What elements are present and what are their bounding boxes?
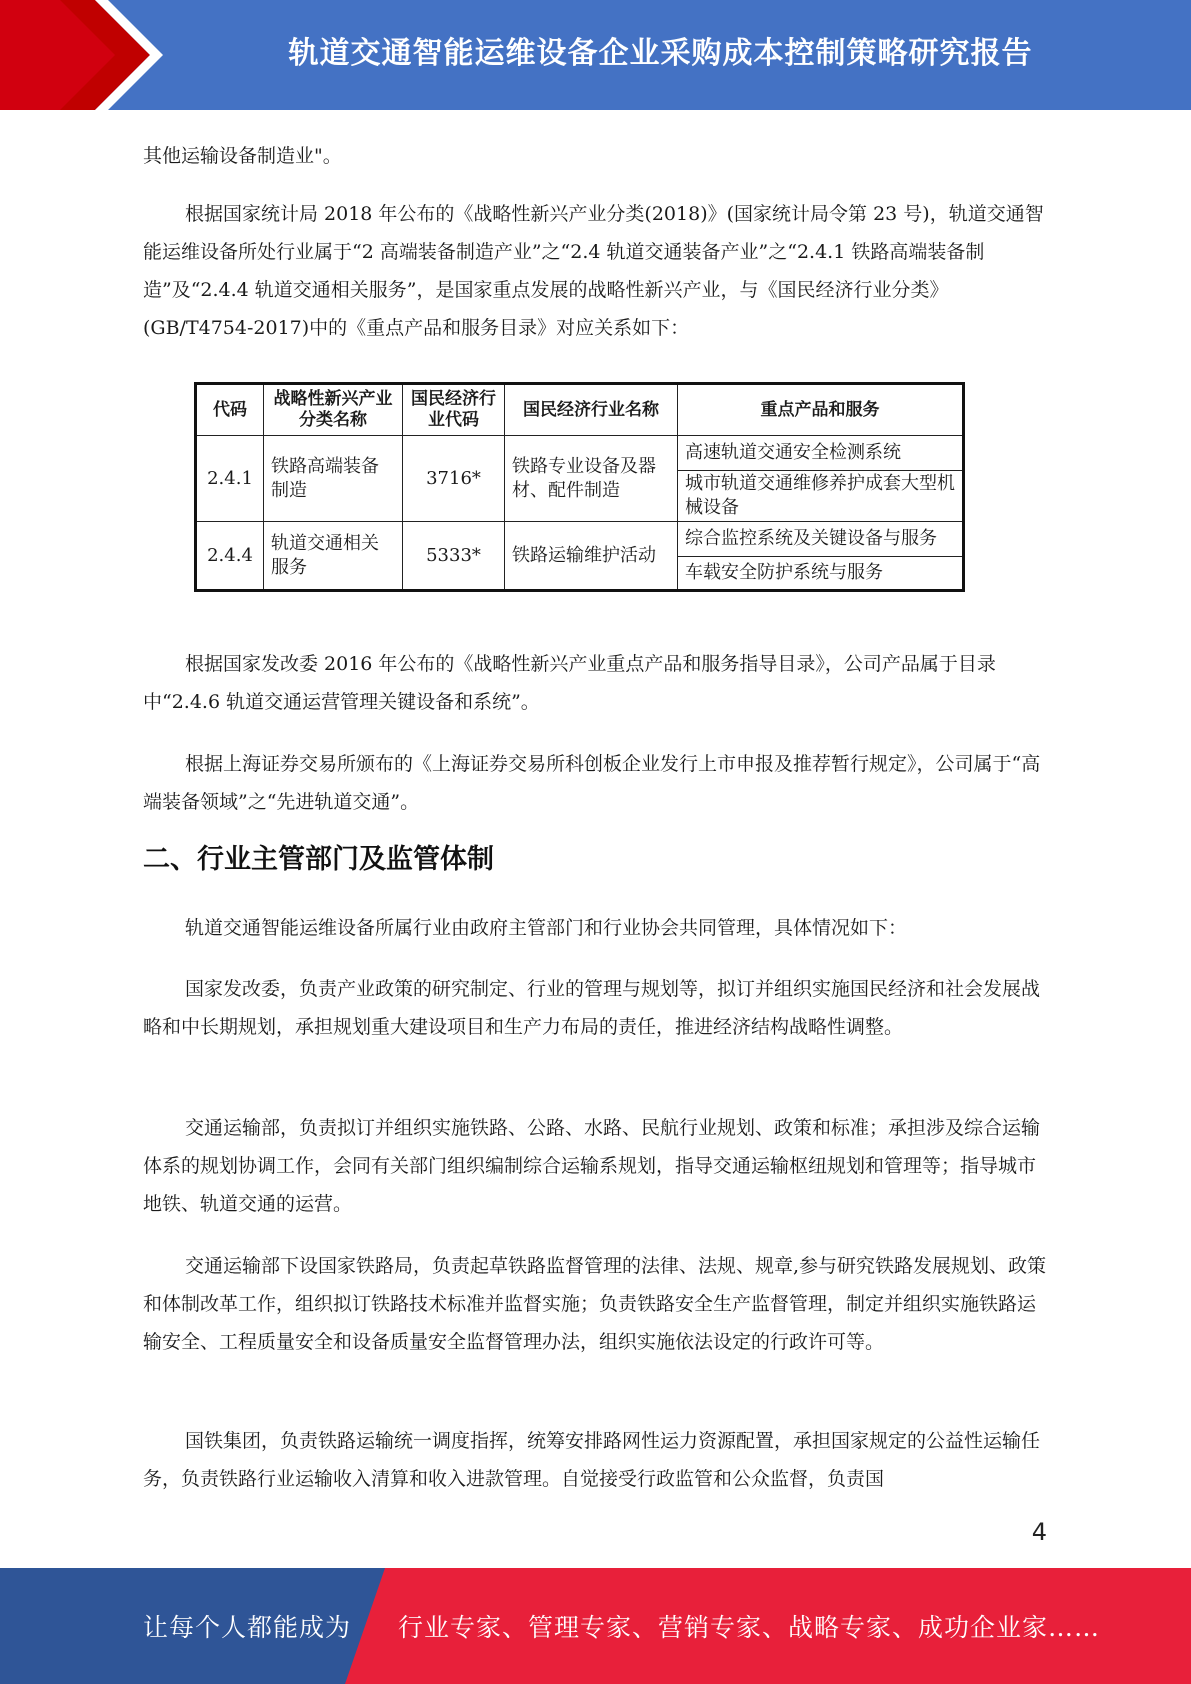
cell-category: 轨道交通相关服务 [264, 522, 403, 591]
cell-code: 2.4.1 [196, 436, 264, 522]
paragraph-4: 根据上海证券交易所颁布的《上海证券交易所科创板企业发行上市申报及推荐暂行规定》，公司属于“高端装备领域”之“先进轨道交通”。 [143, 753, 1041, 813]
paragraph-1: 其他运输设备制造业"。 [143, 145, 342, 167]
header-industry-code: 国民经济行业代码 [403, 384, 505, 436]
cell-product: 综合监控系统及关键设备与服务 [678, 522, 964, 557]
paragraph-7: 交通运输部，负责拟订并组织实施铁路、公路、水路、民航行业规划、政策和标准；承担涉及综合运输体系的规划协调工作，会同有关部门组织编制综合运输系规划，指导交通运输枢纽规划和管理等；指导城市地铁、轨道交通的运营。 [143, 1117, 1041, 1215]
header-industry-name: 国民经济行业名称 [505, 384, 678, 436]
paragraph-3: 根据国家发改委 2016 年公布的《战略性新兴产业重点产品和服务指导目录》，公司产品属于目录中“2.4.6 轨道交通运营管理关键设备和系统”。 [143, 653, 996, 713]
paragraph-5: 轨道交通智能运维设备所属行业由政府主管部门和行业协会共同管理，具体情况如下： [185, 917, 908, 939]
table-row [196, 436, 964, 471]
cell-product: 城市轨道交通维修养护成套大型机械设备 [678, 471, 964, 522]
cell-product: 高速轨道交通安全检测系统 [678, 436, 964, 471]
footer-banner [0, 1568, 1191, 1684]
paragraph-8: 交通运输部下设国家铁路局，负责起草铁路监督管理的法律、法规、规章,参与研究铁路发展规划、政策和体制改革工作，组织拟订铁路技术标准并监督实施；负责铁路安全生产监督管理，制定并组织实施铁路运输安全、工程质量安全和设备质量安全监督管理办法，组织实施依法设定的行政许可等。 [143, 1255, 1047, 1353]
header-products: 重点产品和服务 [678, 384, 964, 436]
cell-industry-name: 铁路专业设备及器材、配件制造 [505, 436, 678, 522]
cell-code: 2.4.4 [196, 522, 264, 591]
header-code: 代码 [196, 384, 264, 436]
footer-slogan-right: 行业专家、管理专家、营销专家、战略专家、成功企业家…… [398, 1613, 1101, 1642]
table-row [196, 522, 964, 557]
paragraph-2: 根据国家统计局 2018 年公布的《战略性新兴产业分类(2018)》(国家统计局令第 23 号)，轨道交通智能运维设备所处行业属于“2 高端装备制造产业”之“2.4 轨道交通装备产业”之“2.4.1 铁路高端装备制造”及“2.4.4 轨道交通相关服务”，是国家重点发展的战略性新兴产业，与《国民经济行业分类》(GB/T4754-2017)中的《重点产品和服务目录》对应关系如下： [143, 203, 1044, 339]
cell-category: 铁路高端装备制造 [264, 436, 403, 522]
header-category: 战略性新兴产业分类名称 [264, 384, 403, 436]
header-title: 轨道交通智能运维设备企业采购成本控制策略研究报告 [288, 36, 1033, 71]
industry-classification-table [194, 382, 965, 592]
paragraph-9: 国铁集团，负责铁路运输统一调度指挥，统筹安排路网性运力资源配置，承担国家规定的公益性运输任务，负责铁路行业运输收入清算和收入进款管理。自觉接受行政监管和公众监督，负责国 [143, 1430, 1041, 1490]
section-heading: 二、行业主管部门及监管体制 [143, 844, 494, 875]
footer-slogan-left: 让每个人都能成为 [143, 1613, 352, 1642]
table-header-row [196, 384, 964, 436]
header-banner [0, 0, 1191, 110]
cell-industry-code: 5333* [403, 522, 505, 591]
cell-industry-code: 3716* [403, 436, 505, 522]
paragraph-6: 国家发改委，负责产业政策的研究制定、行业的管理与规划等，拟订并组织实施国民经济和社会发展战略和中长期规划，承担规划重大建设项目和生产力布局的责任，推进经济结构战略性调整。 [143, 978, 1041, 1038]
page-number: 4 [1031, 1518, 1047, 1546]
cell-product: 车载安全防护系统与服务 [678, 557, 964, 591]
cell-industry-name: 铁路运输维护活动 [505, 522, 678, 591]
